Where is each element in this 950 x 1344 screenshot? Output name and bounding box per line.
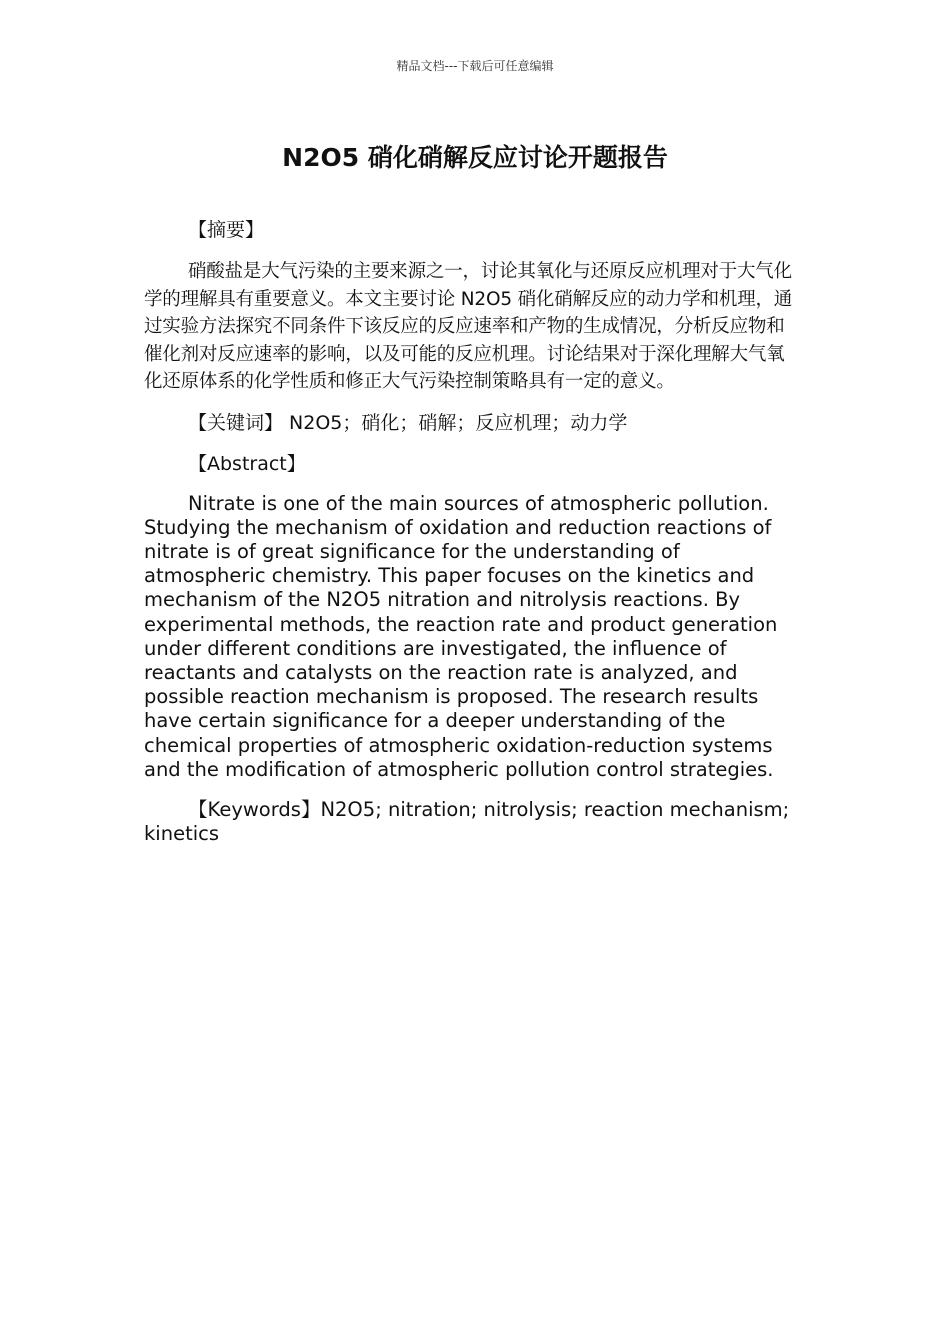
abstract-cn-text: 硝酸盐是大气污染的主要来源之一，讨论其氧化与还原反应机理对于大气化学的理解具有重要意义。本文主要讨论 N2O5 硝化硝解反应的动力学和机理，通过实验方法探究不同条件下该反应的反应速率和产物的生成情况，分析反应物和催化剂对反应速率的影响，以及可能的反应机理。讨论结果对于深化理解大气氧化还原体系的化学性质和修正大气污染控制策略具有一定的意义。: [144, 261, 793, 392]
keywords-en: 【Keywords】N2O5; nitration; nitrolysis; reaction mechanism; kinetics: [144, 797, 790, 846]
abstract-cn-label: 【摘要】: [188, 219, 265, 241]
abstract-en-label: 【Abstract】: [188, 452, 306, 475]
document-title: N2O5 硝化硝解反应讨论开题报告: [282, 143, 668, 172]
header-note: 精品文档---下载后可任意编辑: [396, 59, 554, 73]
document-body: [144, 216, 796, 847]
keywords-cn: 【关键词】 N2O5；硝化；硝解；反应机理；动力学: [188, 411, 628, 434]
abstract-en-text: Nitrate is one of the main sources of atmospheric pollution. Studying the mechanism of oxidation and reduction reactions of nitrate is of great significance for the understanding of atmospheric chemistry. This paper focuses on the kinetics and mechanism of the N2O5 nitration and nitrolysis reactions. By experimental methods, the reaction rate and product generation under different conditions are investigated, the influence of reactants and catalysts on the reaction rate is analyzed, and possible reaction mechanism is proposed. The research results have certain significance for a deeper understanding of the chemical properties of atmospheric oxidation-reduction systems and the modification of atmospheric pollution control strategies.: [144, 491, 778, 781]
